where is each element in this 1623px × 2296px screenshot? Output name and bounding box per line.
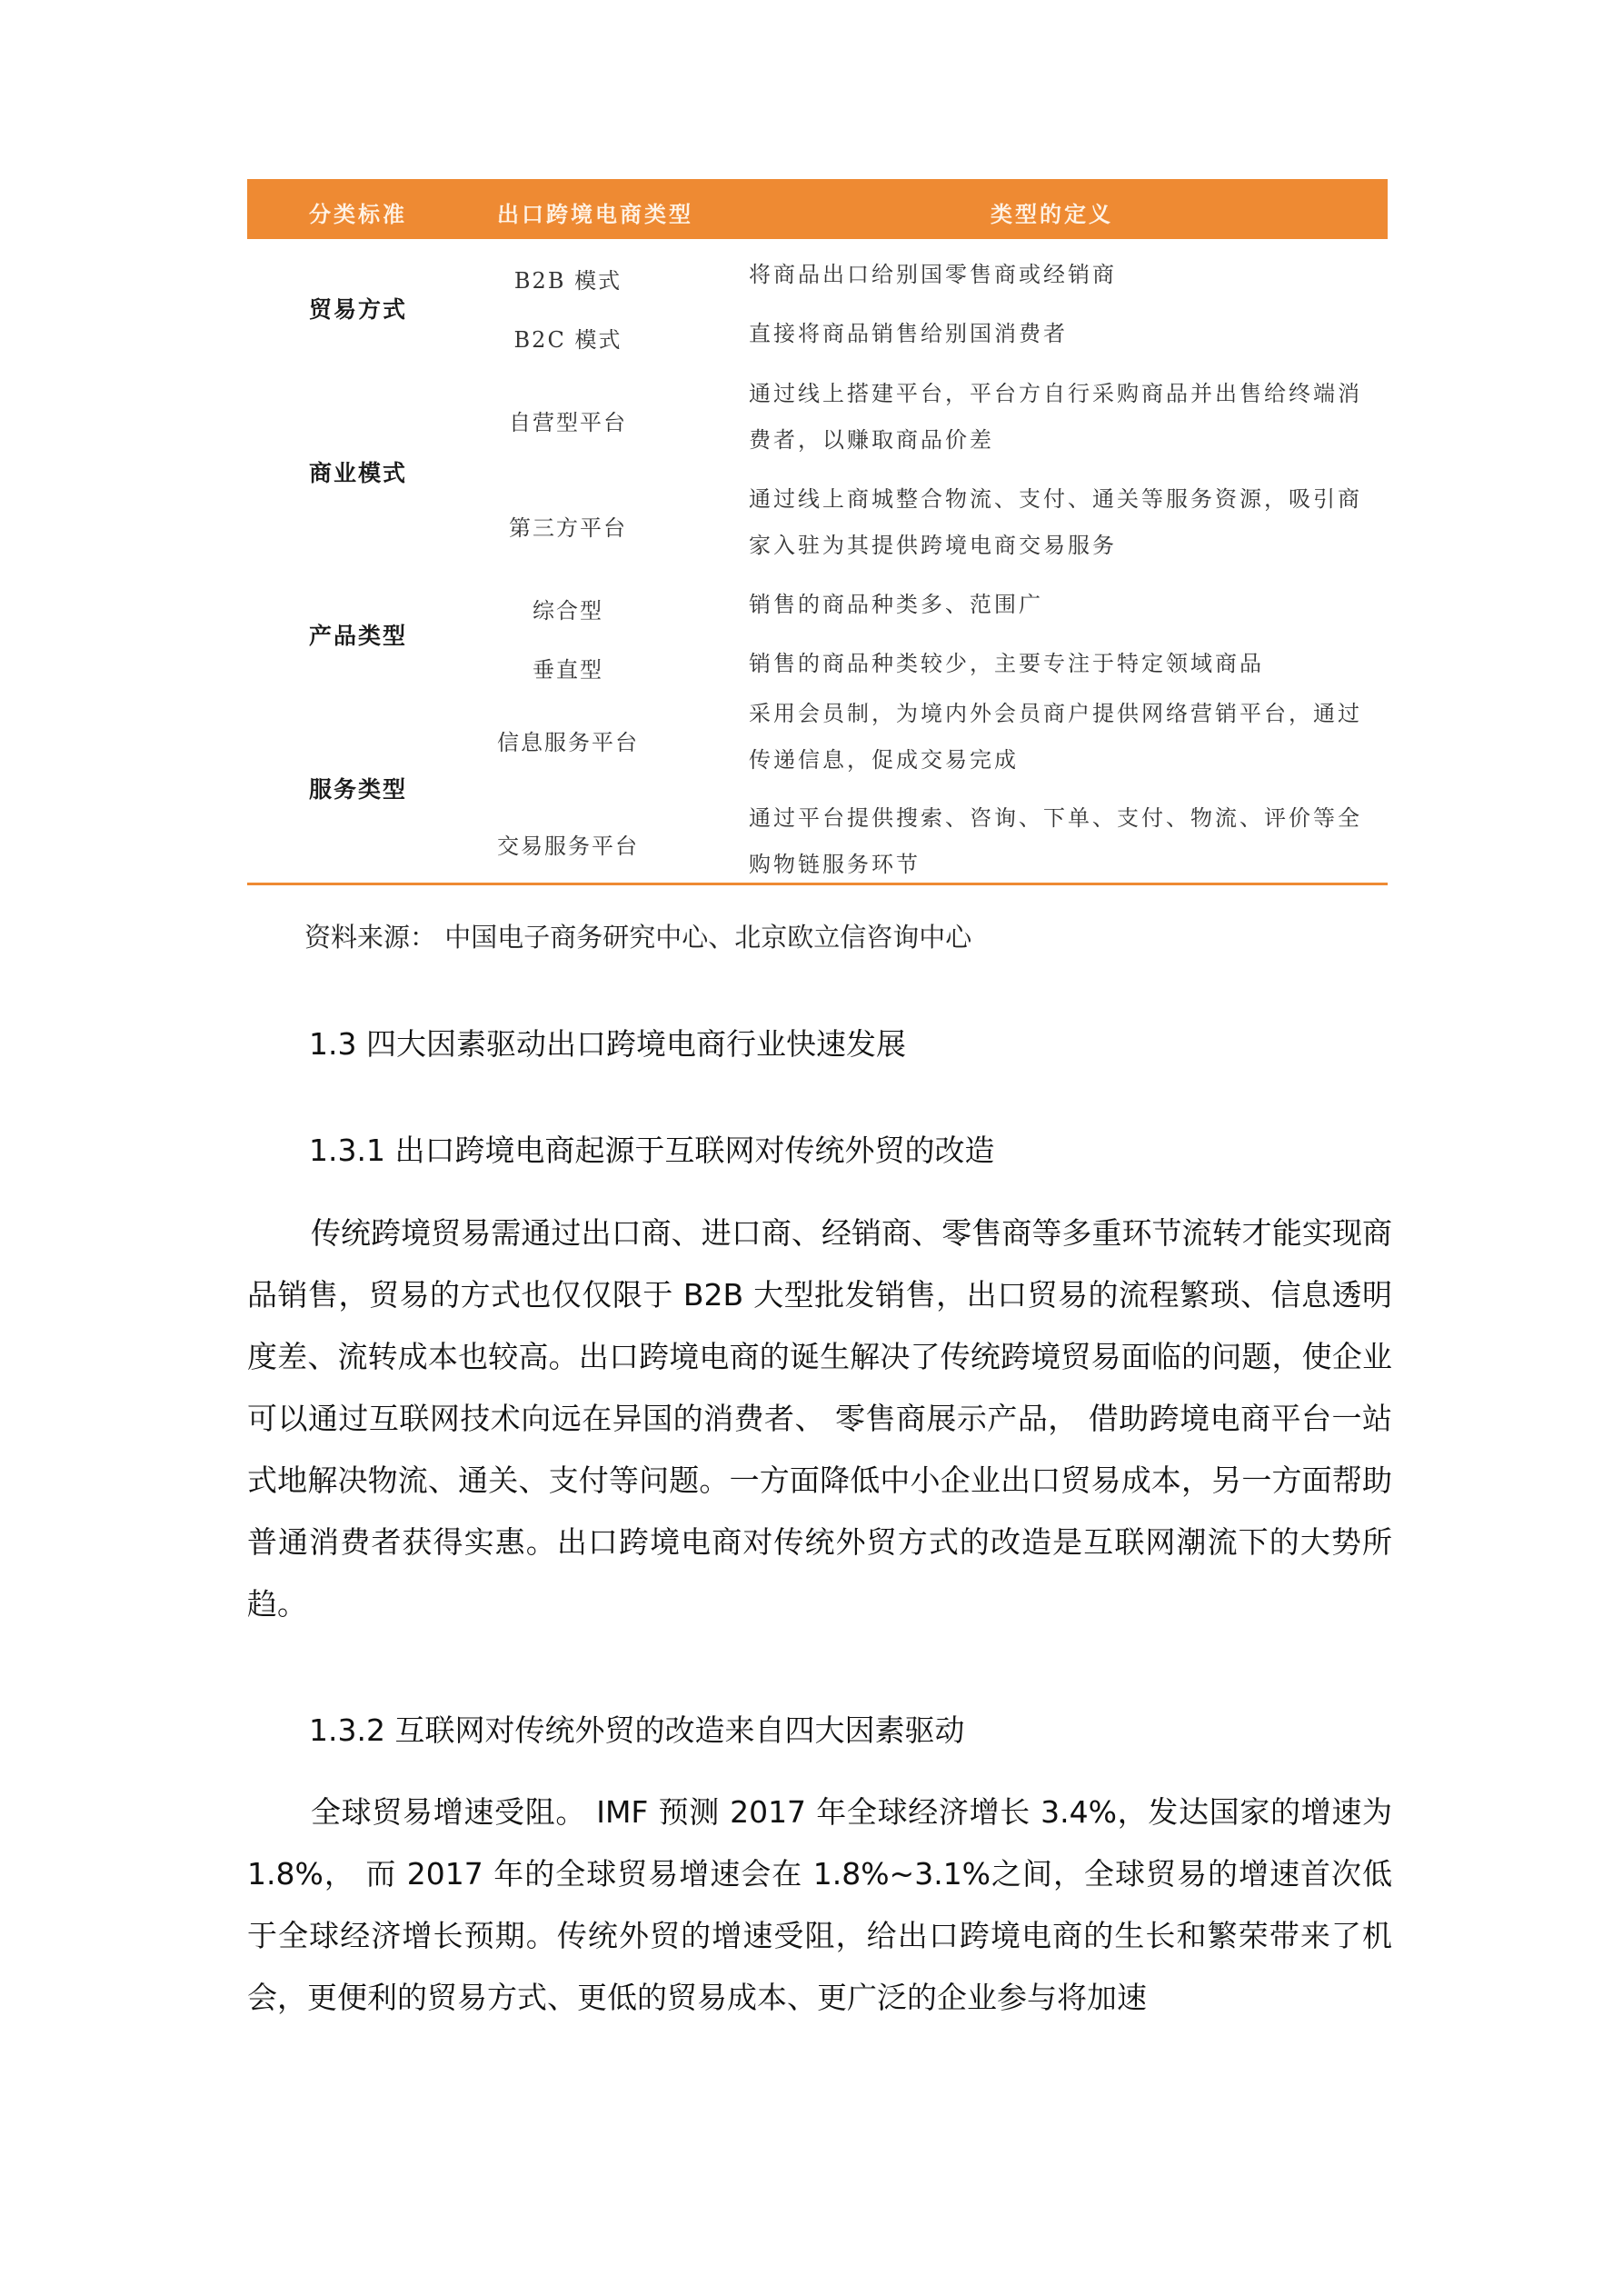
section-heading-1-3: 1.3 四大因素驱动出口跨境电商行业快速发展 [309,1026,906,1062]
classification-table [247,179,1388,885]
type-cell: 交易服务平台 [497,834,639,859]
source-note: 资料来源： 中国电子商务研究中心、北京欧立信咨询中心 [304,922,972,953]
definition-cell: 通过线上商城整合物流、支付、通关等服务资源，吸引商家入驻为其提供跨境电商交易服务 [749,486,1362,558]
category-business-model: 商业模式 [309,460,408,486]
type-cell: 第三方平台 [509,515,627,541]
header-type: 出口跨境电商类型 [497,201,693,227]
paragraph-1: 传统跨境贸易需通过出口商、进口商、经销商、零售商等多重环节流转才能实现商品销售，贸易的方式也仅仅限于 B2B 大型批发销售，出口贸易的流程繁琐、信息透明度差、流转成本也较高。出口跨境电商的诞生解决了传统跨境贸易面临的问题，使企业可以通过互联网技术向远在异国的消费者、 零售商展示产品， 借助跨境电商平台一站式地解决物流、通关、支付等问题。一方面降低中小企业出口贸易成本，另一方面帮助普通消费者获得实惠。出口跨境电商对传统外贸方式的改造是互联网潮流下的大势所趋。 [247,1215,1392,1622]
table-header [247,179,1388,239]
category-product-type: 产品类型 [309,623,408,649]
header-category: 分类标准 [309,201,407,227]
type-cell: 垂直型 [533,657,603,683]
category-trade-mode: 贸易方式 [309,296,408,323]
definition-cell: 通过线上搭建平台，平台方自行采购商品并出售给终端消费者，以赚取商品价差 [749,381,1362,453]
header-definition: 类型的定义 [991,201,1113,227]
section-heading-1-3-2: 1.3.2 互联网对传统外贸的改造来自四大因素驱动 [309,1712,965,1748]
definition-cell: 销售的商品种类较少，主要专注于特定领域商品 [749,651,1264,676]
type-cell: 自营型平台 [509,410,627,435]
type-cell: 综合型 [533,598,603,624]
type-cell: B2C 模式 [513,327,622,353]
definition-cell: 通过平台提供搜索、咨询、下单、支付、物流、评价等全购物链服务环节 [749,805,1362,877]
type-cell: B2B 模式 [513,268,622,294]
paragraph-2: 全球贸易增速受阻。 IMF 预测 2017 年全球经济增长 3.4%，发达国家的增速为 1.8%， 而 2017 年的全球贸易增速会在 1.8%~3.1%之间，全球贸易的增速首次低于全球经济增长预期。传统外贸的增速受阻，给出口跨境电商的生长和繁荣带来了机会，更便利的贸易方式、更低的贸易成本、更广泛的企业参与将加速 [247,1794,1392,2015]
category-service-type: 服务类型 [309,776,408,803]
table-bottom-rule [247,883,1388,885]
type-cell: 信息服务平台 [497,730,639,755]
definition-cell: 销售的商品种类多、范围广 [749,592,1043,617]
definition-cell: 采用会员制，为境内外会员商户提供网络营销平台，通过传递信息，促成交易完成 [749,701,1362,773]
definition-cell: 直接将商品销售给别国消费者 [749,321,1068,346]
definition-cell: 将商品出口给别国零售商或经销商 [749,262,1117,287]
section-heading-1-3-1: 1.3.1 出口跨境电商起源于互联网对传统外贸的改造 [309,1133,995,1168]
